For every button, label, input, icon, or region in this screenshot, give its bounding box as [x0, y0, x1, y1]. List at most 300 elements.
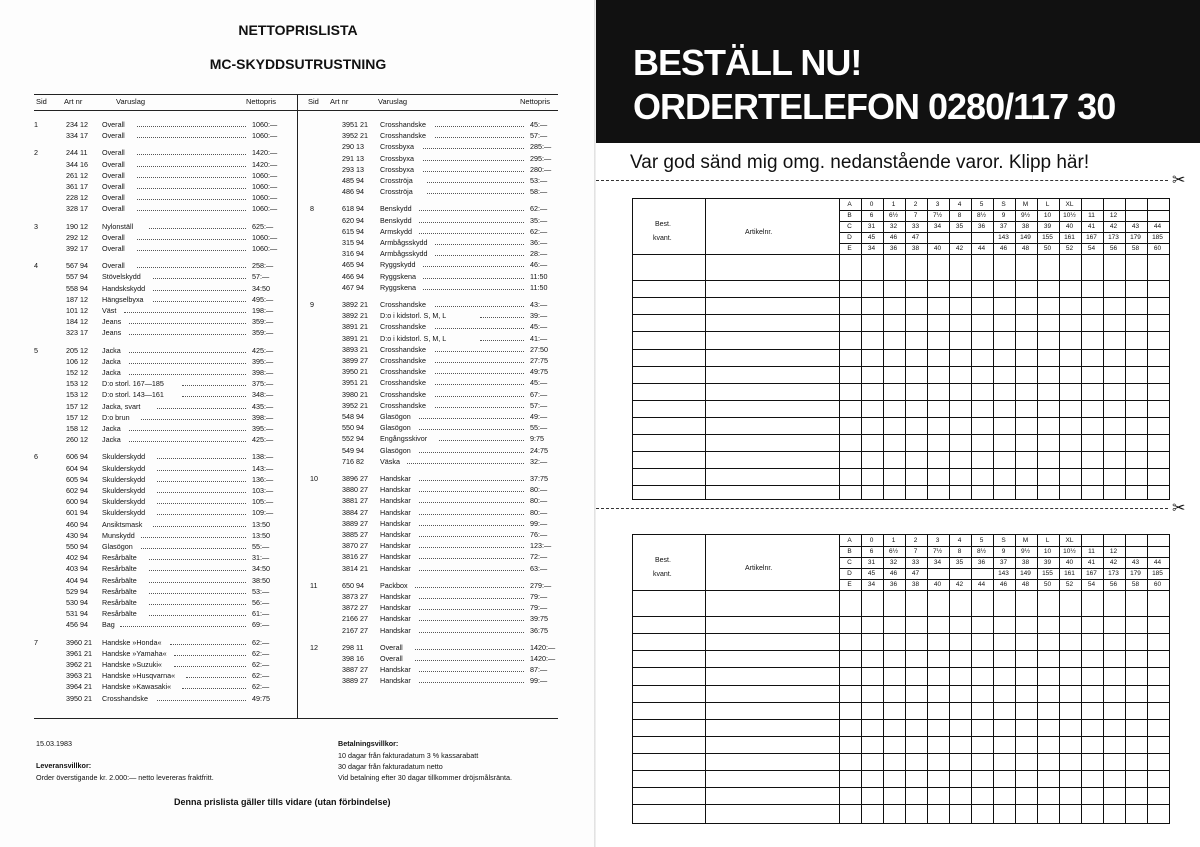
article-number: 157 12 — [66, 401, 88, 411]
cut-line-middle — [596, 508, 1168, 509]
order-banner — [596, 0, 1200, 143]
grid-line — [633, 685, 1169, 686]
size-value: 1 — [891, 537, 896, 544]
article-number: 601 94 — [66, 508, 88, 518]
kvant-label: kvant. — [653, 235, 672, 242]
article-number: 392 17 — [66, 244, 88, 253]
leader-dots — [157, 399, 246, 409]
leader-dots — [137, 179, 246, 189]
article-number: 293 13 — [342, 164, 364, 174]
size-value: XL — [1065, 201, 1074, 208]
grid-line — [633, 254, 1169, 255]
net-price: 31:— — [252, 553, 270, 563]
article-number: 190 12 — [66, 221, 88, 231]
size-value: M — [1022, 537, 1029, 544]
size-value: 6 — [869, 548, 874, 555]
product-name: Crosströja — [380, 187, 413, 197]
grid-line — [633, 383, 1169, 384]
product-name: Jeans — [102, 317, 122, 327]
betalning-line: 30 dagar från fakturadatum netto — [338, 762, 443, 771]
size-value: E — [847, 245, 852, 252]
net-price: 198:— — [252, 306, 274, 315]
leader-dots — [415, 578, 524, 588]
page-number: 8 — [310, 204, 314, 214]
grid-line — [705, 199, 706, 499]
product-name: Armskydd — [380, 226, 412, 236]
size-value: 46 — [999, 581, 1008, 588]
product-name: Bag — [102, 620, 115, 630]
article-number: 3870 27 — [342, 541, 368, 551]
article-number: 3891 21 — [342, 333, 368, 343]
banner-headline: BESTÄLL NU! — [633, 42, 862, 83]
article-number: 260 12 — [66, 435, 88, 445]
product-name: Crosshandske — [380, 378, 426, 388]
net-price: 57:— — [252, 272, 270, 282]
net-price: 76:— — [530, 530, 548, 539]
product-name: Handskar — [380, 541, 411, 551]
size-value: 12 — [1109, 212, 1118, 219]
size-value: 47 — [911, 570, 920, 577]
product-name: Glasögon — [102, 542, 133, 551]
leader-dots — [137, 157, 246, 167]
leader-dots — [129, 314, 247, 324]
net-price: 72:— — [530, 552, 548, 562]
leader-dots — [149, 595, 246, 605]
size-value: 33 — [911, 559, 920, 566]
product-name: Skulderskydd — [102, 508, 146, 518]
size-value: 38 — [1021, 223, 1030, 230]
size-value: 7 — [913, 212, 918, 219]
article-number: 620 94 — [342, 215, 364, 225]
net-price: 58:— — [530, 187, 548, 197]
column-divider — [297, 94, 298, 718]
article-number: 529 94 — [66, 586, 88, 596]
grid-line — [633, 736, 1169, 737]
size-value: 42 — [1109, 559, 1118, 566]
article-number: 3963 21 — [66, 671, 92, 681]
net-price: 49:75 — [530, 367, 548, 377]
product-name: Jacka — [102, 345, 121, 355]
leader-dots — [153, 292, 246, 302]
product-name: Overall — [102, 182, 125, 191]
price-list-page — [0, 0, 596, 847]
leader-dots — [415, 640, 524, 650]
net-price: 27:50 — [530, 344, 548, 354]
size-value: 41 — [1087, 559, 1096, 566]
product-name: D:o brun — [102, 412, 130, 422]
net-price: 57:— — [530, 400, 548, 410]
leader-dots — [186, 668, 246, 678]
betalning-line: Vid betalning efter 30 dagar tillkommer dröjsmålsränta. — [338, 773, 513, 782]
size-value: 35 — [955, 223, 964, 230]
article-number: 187 12 — [66, 294, 88, 304]
best-label: Best. — [655, 557, 671, 564]
size-value: 40 — [933, 245, 942, 252]
leader-dots — [137, 230, 246, 240]
net-price: 285:— — [530, 142, 552, 152]
grid-line — [633, 719, 1169, 720]
article-number: 3889 27 — [342, 676, 368, 686]
price-list-title: NETTOPRISLISTA — [238, 22, 358, 38]
leader-dots — [129, 354, 247, 364]
size-value: 3 — [935, 537, 940, 544]
size-value: 9½ — [1020, 212, 1031, 219]
page-number: 1 — [34, 120, 38, 129]
article-number: 157 12 — [66, 412, 88, 422]
size-value: L — [1045, 201, 1050, 208]
page-number: 3 — [34, 221, 38, 231]
size-value: 56 — [1109, 581, 1118, 588]
page-number: 6 — [34, 452, 38, 462]
product-name: Overall — [102, 148, 125, 158]
article-number: 456 94 — [66, 620, 88, 630]
product-name: Resårbälte — [102, 586, 137, 596]
size-value: 38 — [1021, 559, 1030, 566]
leverans-title: Leveransvillkor: — [36, 761, 92, 770]
leader-dots — [153, 517, 246, 527]
product-name: D:o storl. 143—161 — [102, 390, 164, 400]
net-price: 62:— — [252, 648, 270, 658]
net-price: 11:50 — [530, 271, 548, 281]
net-price: 46:— — [530, 260, 548, 270]
product-name: Handske »Husqvarna« — [102, 671, 176, 681]
size-value: 143 — [998, 234, 1009, 241]
net-price: 37:75 — [530, 474, 548, 483]
article-number: 604 94 — [66, 463, 88, 473]
leader-dots — [157, 494, 246, 504]
size-value: 54 — [1087, 245, 1096, 252]
size-value: 10½ — [1063, 548, 1076, 555]
grid-line — [633, 770, 1169, 771]
leader-dots — [157, 449, 246, 459]
net-price: 79:— — [530, 603, 548, 613]
net-price: 53:— — [530, 176, 548, 185]
grid-line — [633, 366, 1169, 367]
net-price: 34:50 — [252, 564, 270, 574]
net-price: 38:50 — [252, 575, 270, 585]
leader-dots — [153, 281, 246, 291]
product-name: Stövelskydd — [102, 272, 141, 282]
article-number: 3889 27 — [342, 518, 368, 528]
size-value: 35 — [955, 559, 964, 566]
size-value: 7½ — [932, 212, 943, 219]
size-value: 54 — [1087, 581, 1096, 588]
product-name: Glasögon — [380, 423, 411, 433]
net-price: 425:— — [252, 435, 274, 445]
product-name: Handskar — [380, 507, 411, 517]
article-number: 344 16 — [66, 159, 88, 169]
size-value: 58 — [1131, 581, 1140, 588]
article-number: 558 94 — [66, 283, 88, 293]
article-number: 3950 21 — [66, 693, 92, 703]
leader-dots — [435, 117, 524, 127]
leader-dots — [419, 673, 524, 683]
net-price: 258:— — [252, 261, 274, 271]
net-price: 35:— — [530, 215, 548, 225]
article-number: 290 13 — [342, 142, 364, 152]
leader-dots — [137, 241, 246, 251]
net-price: 87:— — [530, 665, 548, 675]
net-price: 49:— — [530, 412, 548, 421]
article-number: 3885 27 — [342, 530, 368, 539]
article-number: 3961 21 — [66, 648, 92, 658]
grid-line — [633, 434, 1169, 435]
grid-line — [633, 650, 1169, 651]
leader-dots — [182, 387, 246, 397]
net-price: 80:— — [530, 496, 548, 506]
leader-dots — [157, 483, 246, 493]
order-form-bottom[interactable] — [632, 534, 1170, 824]
leader-dots — [419, 224, 524, 234]
net-price: 69:— — [252, 620, 270, 630]
size-value: 46 — [999, 245, 1008, 252]
size-value: B — [847, 548, 852, 555]
article-number: 615 94 — [342, 226, 364, 236]
product-name: Ansiktsmask — [102, 519, 143, 529]
size-value: 179 — [1130, 234, 1141, 241]
size-value: 0 — [869, 201, 874, 208]
product-name: Ryggskena — [380, 282, 416, 292]
size-value: 56 — [1109, 245, 1118, 252]
size-value: D — [847, 570, 852, 577]
size-value: 161 — [1064, 570, 1075, 577]
article-number: 466 94 — [342, 271, 364, 281]
size-value: 60 — [1153, 581, 1162, 588]
leader-dots — [435, 297, 524, 307]
net-price: 80:— — [530, 485, 548, 495]
size-value: 9½ — [1020, 548, 1031, 555]
kvant-label: kvant. — [653, 571, 672, 578]
size-value: 4 — [957, 201, 962, 208]
net-price: 495:— — [252, 294, 274, 304]
product-name: Crosshandske — [380, 367, 426, 377]
leader-dots — [129, 365, 247, 375]
product-name: Handskar — [380, 592, 411, 601]
product-name: Skulderskydd — [102, 452, 146, 462]
size-value: 45 — [867, 234, 876, 241]
leader-dots — [435, 353, 524, 363]
article-number: 3872 27 — [342, 603, 368, 613]
size-value: 45 — [867, 570, 876, 577]
leader-dots — [435, 319, 524, 329]
leader-dots — [419, 201, 524, 211]
page-number: 2 — [34, 148, 38, 158]
leader-dots — [153, 269, 246, 279]
product-name: Overall — [102, 193, 125, 203]
leader-dots — [419, 471, 524, 481]
product-name: Jacka — [102, 356, 121, 366]
net-price: 45:— — [530, 378, 548, 388]
net-price: 32:— — [530, 456, 548, 466]
leader-dots — [419, 561, 524, 571]
header-top-rule — [34, 94, 558, 95]
net-price: 62:— — [252, 637, 270, 647]
size-value: 185 — [1152, 234, 1163, 241]
leader-dots — [435, 375, 524, 385]
product-name: Ryggskydd — [380, 260, 416, 270]
betalning-title: Betalningsvillkor: — [338, 739, 399, 748]
article-number: 3952 21 — [342, 400, 368, 410]
page-number: 9 — [310, 300, 314, 309]
size-value: 5 — [979, 537, 984, 544]
order-form-page — [596, 0, 1200, 847]
article-number: 3893 21 — [342, 344, 368, 354]
grid-line — [633, 451, 1169, 452]
page-number: 7 — [34, 637, 38, 647]
product-name: Jacka — [102, 368, 121, 377]
leader-dots — [419, 600, 524, 610]
size-value: 42 — [955, 581, 964, 588]
article-number: 291 13 — [342, 153, 364, 163]
size-value: 34 — [933, 223, 942, 230]
article-number: 398 16 — [342, 654, 364, 663]
size-value: 3 — [935, 201, 940, 208]
size-value: 9 — [1001, 548, 1006, 555]
header-pris-2: Nettopris — [520, 97, 551, 106]
banner-phone: ORDERTELEFON 0280/117 30 — [633, 86, 1116, 127]
header-art: Art nr — [64, 97, 83, 106]
size-value: 40 — [1065, 223, 1074, 230]
article-number: 2167 27 — [342, 625, 368, 635]
product-name: Handske »Suzuki« — [102, 660, 162, 669]
product-name: Handskar — [380, 518, 411, 528]
net-price: 43:— — [530, 300, 548, 309]
header-art-2: Art nr — [330, 97, 349, 106]
product-name: Handskar — [380, 474, 411, 483]
net-price: 28:— — [530, 249, 548, 259]
product-name: Handskar — [380, 603, 411, 613]
leader-dots — [129, 421, 247, 431]
article-number: 3814 21 — [342, 563, 368, 573]
article-number: 605 94 — [66, 474, 88, 484]
net-price: 55:— — [530, 423, 548, 433]
grid-line — [633, 280, 1169, 281]
size-value: 44 — [977, 245, 986, 252]
article-number: 261 12 — [66, 170, 88, 180]
net-price: 13:50 — [252, 519, 270, 529]
net-price: 36:— — [530, 238, 548, 247]
net-price: 425:— — [252, 345, 274, 355]
net-price: 45:— — [530, 322, 548, 332]
product-name: Resårbälte — [102, 575, 137, 585]
product-name: Overall — [102, 204, 125, 214]
net-price: 395:— — [252, 424, 274, 433]
leader-dots — [419, 516, 524, 526]
size-value: 11 — [1088, 212, 1095, 219]
size-value: A — [847, 537, 852, 544]
leader-dots — [435, 387, 524, 397]
article-number: 460 94 — [66, 519, 88, 529]
article-number: 152 12 — [66, 368, 88, 377]
net-price: 67:— — [530, 389, 548, 399]
net-price: 1420:— — [530, 654, 556, 663]
grid-line — [633, 417, 1169, 418]
grid-line — [633, 590, 1169, 591]
validity-footer: Denna prislista gäller tills vidare (utan förbindelse) — [174, 797, 391, 807]
leader-dots — [427, 184, 524, 194]
leader-dots — [439, 431, 524, 441]
order-instruction: Var god sänd mig omg. nedanstående varor. Klipp här! — [630, 152, 1090, 173]
net-price: 359:— — [252, 328, 274, 338]
article-number: 606 94 — [66, 452, 88, 462]
product-name: Handske »Yamaha« — [102, 648, 167, 658]
size-value: 52 — [1065, 581, 1074, 588]
article-number: 153 12 — [66, 390, 88, 400]
article-number: 3884 27 — [342, 507, 368, 517]
product-name: Handskar — [380, 530, 411, 539]
net-price: 435:— — [252, 401, 274, 411]
net-price: 1060:— — [252, 182, 278, 191]
net-price: 80:— — [530, 507, 548, 517]
size-value: 10½ — [1063, 212, 1076, 219]
product-name: D:o i kidstorl. S, M, L — [380, 311, 447, 321]
grid-line — [633, 633, 1169, 634]
size-value: B — [847, 212, 852, 219]
product-name: Skulderskydd — [102, 486, 146, 495]
article-number: 3873 27 — [342, 592, 368, 601]
leader-dots — [137, 201, 246, 211]
net-price: 99:— — [530, 676, 548, 686]
product-name: Crosshandske — [102, 693, 148, 703]
product-name: Crosshandske — [380, 389, 426, 399]
net-price: 625:— — [252, 221, 274, 231]
size-value: 9 — [1001, 212, 1006, 219]
grid-line — [633, 314, 1169, 315]
size-value: 11 — [1088, 548, 1095, 555]
size-value: 155 — [1042, 570, 1053, 577]
leader-dots — [157, 505, 246, 515]
leader-dots — [137, 190, 246, 200]
size-value: 185 — [1152, 570, 1163, 577]
leader-dots — [419, 213, 524, 223]
page-number: 11 — [310, 580, 318, 590]
size-value: S — [1001, 201, 1006, 208]
article-number: 3880 27 — [342, 485, 368, 495]
size-value: 46 — [889, 570, 898, 577]
article-number: 3892 21 — [342, 300, 368, 309]
leader-dots — [174, 657, 246, 667]
product-name: Crossbyxa — [380, 142, 414, 152]
article-number: 403 94 — [66, 564, 88, 574]
product-name: Hängselbyxa — [102, 294, 144, 304]
article-number: 716 82 — [342, 456, 364, 466]
article-number: 3951 21 — [342, 120, 368, 129]
product-name: Skulderskydd — [102, 474, 146, 484]
leader-dots — [427, 173, 524, 183]
leader-dots — [182, 376, 246, 386]
size-value: 143 — [998, 570, 1009, 577]
article-number: 323 17 — [66, 328, 88, 338]
size-value: 34 — [867, 581, 876, 588]
size-value: 173 — [1108, 234, 1119, 241]
leader-dots — [419, 623, 524, 633]
size-value: 33 — [911, 223, 920, 230]
size-value: 10 — [1043, 212, 1052, 219]
leader-dots — [419, 505, 524, 515]
net-price: 295:— — [530, 153, 552, 163]
grid-line — [633, 297, 1169, 298]
size-value: 40 — [933, 581, 942, 588]
order-form-top[interactable] — [632, 198, 1170, 500]
size-value: 39 — [1043, 223, 1052, 230]
product-name: D:o storl. 167—185 — [102, 379, 164, 389]
scissors-icon: ✂ — [1172, 172, 1186, 189]
grid-line — [633, 753, 1169, 754]
size-value: 167 — [1086, 234, 1097, 241]
leader-dots — [137, 168, 246, 178]
article-number: 567 94 — [66, 261, 88, 271]
size-value: 46 — [889, 234, 898, 241]
